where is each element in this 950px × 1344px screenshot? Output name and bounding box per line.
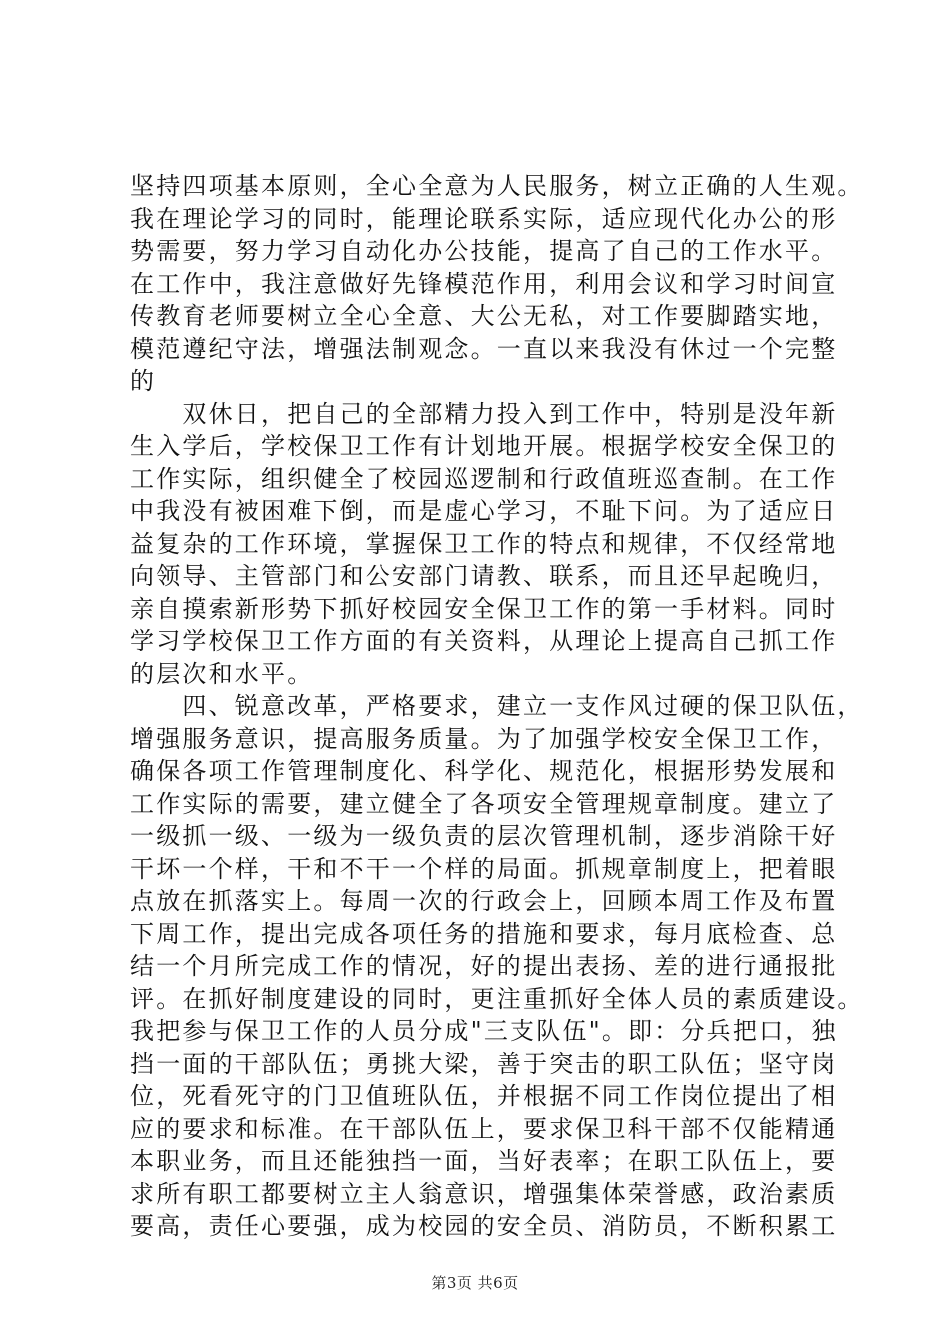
text-line: 双休日，把自己的全部精力投入到工作中，特别是没年新 xyxy=(130,399,838,428)
text-line: 我把参与保卫工作的人员分成"三支队伍"。即：分兵把口，独 xyxy=(130,1017,838,1045)
text-line: 一级抓一级、一级为一级负责的层次管理机制，逐步消除干好 xyxy=(130,822,838,850)
text-line: 学习学校保卫工作方面的有关资料，从理论上提高自己抓工作 xyxy=(130,627,838,655)
text-line: 中我没有被困难下倒，而是虚心学习，不耻下问。为了适应日 xyxy=(130,497,838,525)
text-line: 的 xyxy=(130,367,157,395)
text-line: 生入学后，学校保卫工作有计划地开展。根据学校安全保卫的 xyxy=(130,432,838,460)
text-line: 应的要求和标准。在干部队伍上，要求保卫科干部不仅能精通 xyxy=(130,1114,838,1143)
text-line: 四、锐意改革，严格要求，建立一支作风过硬的保卫队伍， xyxy=(130,692,864,720)
text-line: 要高，责任心要强，成为校园的安全员、消防员，不断积累工 xyxy=(130,1212,838,1240)
text-line: 益复杂的工作环境，掌握保卫工作的特点和规律，不仅经常地 xyxy=(130,529,838,558)
text-line: 位，死看死守的门卫值班队伍，并根据不同工作岗位提出了相 xyxy=(130,1082,838,1110)
text-line: 模范遵纪守法，增强法制观念。一直以来我没有休过一个完整 xyxy=(130,334,838,363)
text-line: 评。在抓好制度建设的同时，更注重抓好全体人员的素质建设。 xyxy=(130,984,864,1013)
text-line: 结一个月所完成工作的情况，好的提出表扬、差的进行通报批 xyxy=(130,952,838,980)
page-number-footer: 第3页 共6页 xyxy=(431,1274,519,1292)
text-line: 的层次和水平。 xyxy=(130,659,314,688)
text-line: 求所有职工都要树立主人翁意识，增强集体荣誉感，政治素质 xyxy=(130,1179,838,1208)
body-text xyxy=(130,170,864,1243)
text-line: 传教育老师要树立全心全意、大公无私，对工作要脚踏实地， xyxy=(130,302,838,330)
text-line: 亲自摸索新形势下抓好校园安全保卫工作的第一手材料。同时 xyxy=(130,594,838,623)
text-line: 工作实际的需要，建立健全了各项安全管理规章制度。建立了 xyxy=(130,789,838,818)
text-line: 干坏一个样，干和不干一个样的局面。抓规章制度上，把着眼 xyxy=(130,854,838,883)
text-line: 本职业务，而且还能独挡一面，当好表率；在职工队伍上，要 xyxy=(130,1147,838,1175)
text-line: 挡一面的干部队伍；勇挑大梁，善于突击的职工队伍；坚守岗 xyxy=(130,1049,838,1078)
text-line: 势需要，努力学习自动化办公技能，提高了自己的工作水平。 xyxy=(130,237,838,265)
text-line: 增强服务意识，提高服务质量。为了加强学校安全保卫工作， xyxy=(130,724,838,753)
text-line: 坚持四项基本原则，全心全意为人民服务，树立正确的人生观。 xyxy=(130,172,864,200)
text-line: 在工作中，我注意做好先锋模范作用，利用会议和学习时间宣 xyxy=(130,269,838,298)
text-line: 点放在抓落实上。每周一次的行政会上，回顾本周工作及布置 xyxy=(130,887,838,915)
text-line: 下周工作，提出完成各项任务的措施和要求，每月底检查、总 xyxy=(130,919,838,948)
text-line: 确保各项工作管理制度化、科学化、规范化，根据形势发展和 xyxy=(130,757,838,785)
text-line: 向领导、主管部门和公安部门请教、联系，而且还早起晚归， xyxy=(130,562,838,590)
text-line: 工作实际，组织健全了校园巡逻制和行政值班巡查制。在工作 xyxy=(130,464,838,493)
text-line: 我在理论学习的同时，能理论联系实际，适应现代化办公的形 xyxy=(130,204,838,233)
